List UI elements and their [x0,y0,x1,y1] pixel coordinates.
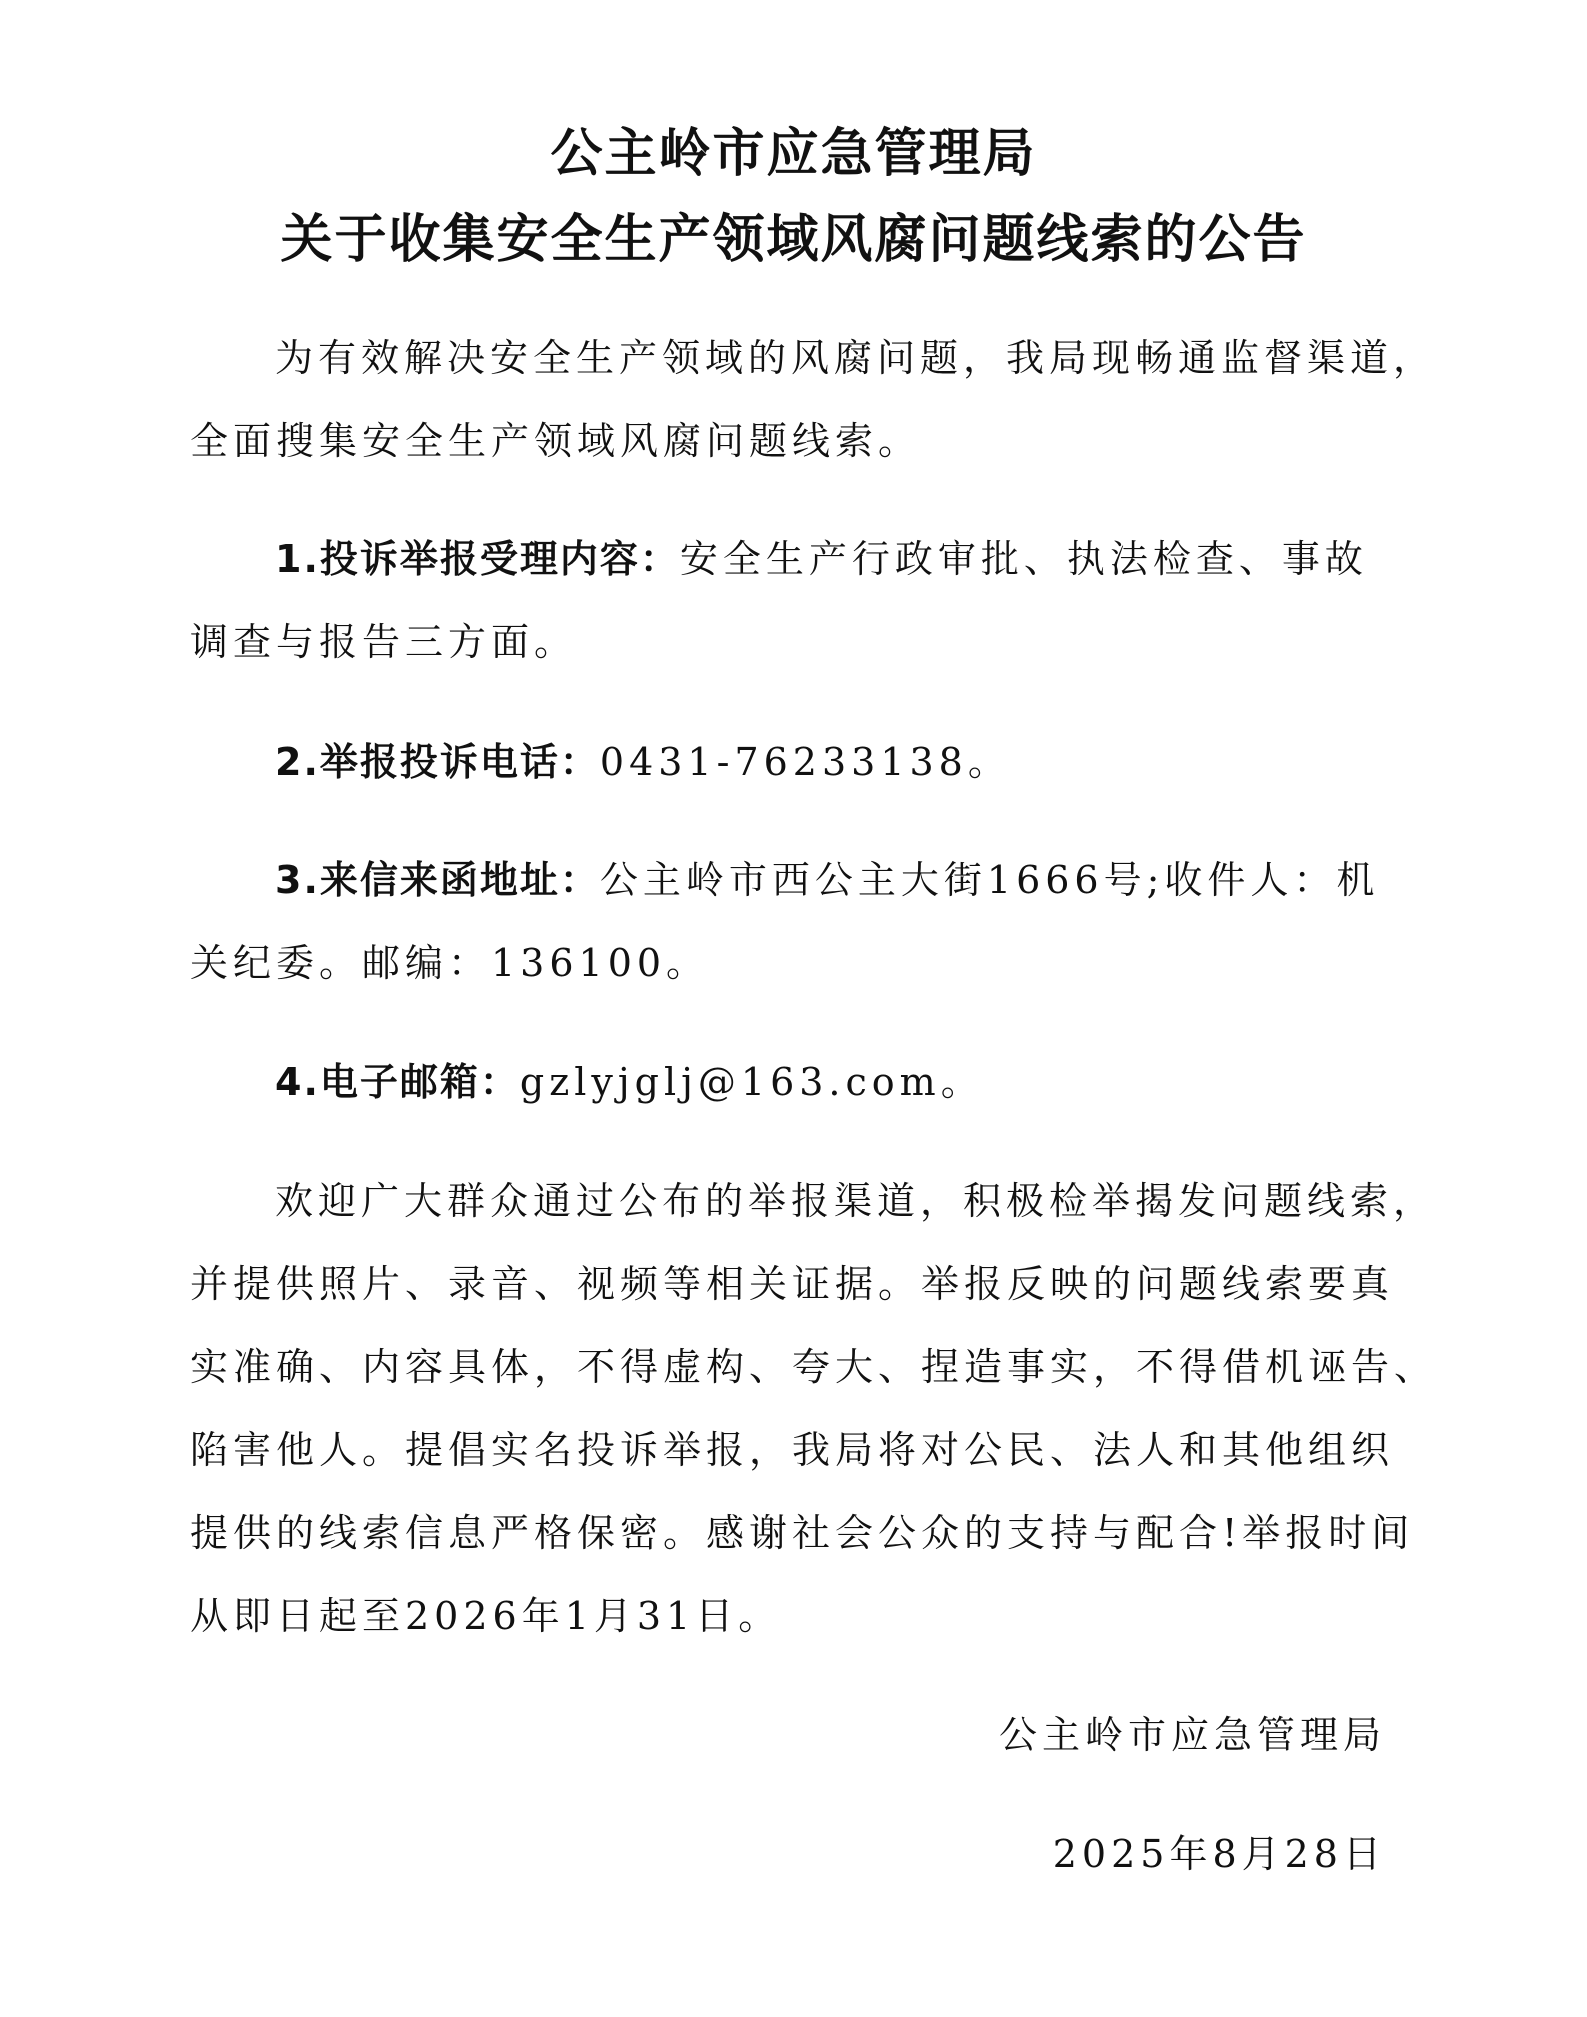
closing-line-4: 陷害他人。提倡实名投诉举报，我局将对公民、法人和其他组织 [190,1428,1395,1472]
intro-line-2: 全面搜集安全生产领域风腐问题线索。 [190,419,922,463]
title-line-2: 关于收集安全生产领域风腐问题线索的公告 [280,210,1307,270]
item-4-lead: 4.电子邮箱： [275,1060,520,1104]
item-3-text-1: 公主岭市西公主大街1666号;收件人：机 [599,858,1380,902]
item-4-line [275,1059,984,1105]
closing-line-3: 实准确、内容具体，不得虚构、夸大、捏造事实，不得借机诬告、 [190,1345,1438,1389]
signature-date: 2025年8月28日 [1052,1832,1386,1876]
item-2-lead: 2.举报投诉电话： [275,740,600,784]
item-3-line-1 [275,857,1379,903]
item-1-line-2: 调查与报告三方面。 [190,620,578,664]
item-1-text-1: 安全生产行政审批、执法检查、事故 [679,537,1368,581]
item-4-email: gzlyjglj@163.com。 [519,1060,984,1104]
title-line-1: 公主岭市应急管理局 [550,124,1037,184]
closing-line-2: 并提供照片、录音、视频等相关证据。举报反映的问题线索要真 [190,1262,1395,1306]
signature-org: 公主岭市应急管理局 [998,1713,1386,1757]
item-1-line-1 [275,536,1368,582]
closing-line-5: 提供的线索信息严格保密。感谢社会公众的支持与配合!举报时间 [190,1511,1415,1555]
closing-line-6: 从即日起至2026年1月31日。 [190,1594,782,1638]
item-2-phone: 0431-76233138。 [599,740,1011,784]
item-2-line [275,739,1011,785]
item-1-lead: 1.投诉举报受理内容： [275,537,680,581]
item-3-line-2: 关纪委。邮编：136100。 [190,941,710,985]
closing-line-1: 欢迎广大群众通过公布的举报渠道，积极检举揭发问题线索， [275,1179,1437,1223]
intro-line-1: 为有效解决安全生产领域的风腐问题，我局现畅通监督渠道， [275,336,1437,380]
item-3-lead: 3.来信来函地址： [275,858,600,902]
